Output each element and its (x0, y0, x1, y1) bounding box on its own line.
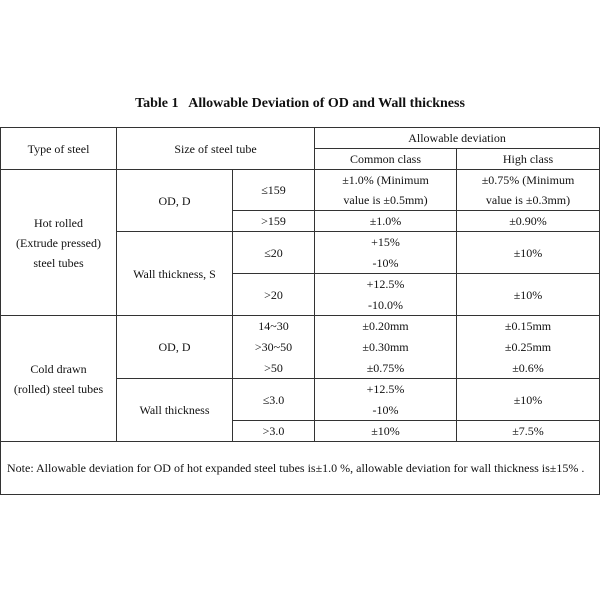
common-class-header: Common class (315, 149, 457, 170)
size-cell: >159 (233, 211, 315, 232)
size-cell: ≤20 (233, 232, 315, 274)
size-cell: >30~50 (233, 337, 315, 358)
high-class-cell: ±0.25mm (457, 337, 600, 358)
high-class-cell: ±0.90% (457, 211, 600, 232)
header-row-1 (1, 128, 600, 149)
allowable-deviation-header: Allowable deviation (315, 128, 600, 149)
size-cell: ≤159 (233, 170, 315, 211)
high-class-cell: ±0.6% (457, 358, 600, 379)
deviation-table (0, 127, 600, 495)
table-note: Note: Allowable deviation for OD of hot expanded steel tubes is±1.0 %, allowable deviation for wall thickness is±15% . (1, 442, 600, 495)
cold-drawn-od-label: OD, D (117, 316, 233, 379)
high-class-line: ±0.75% (Minimum (481, 173, 575, 187)
high-class-header: High class (457, 149, 600, 170)
common-class-line: ±1.0% (Minimum (342, 173, 429, 187)
high-class-cell: ±7.5% (457, 421, 600, 442)
size-cell: >20 (233, 274, 315, 316)
type-of-steel-header: Type of steel (1, 128, 117, 170)
common-class-cell: +12.5% (315, 274, 457, 295)
note-row (1, 442, 600, 495)
common-class-cell: ±10% (315, 421, 457, 442)
cold-drawn-wall-label: Wall thickness (117, 379, 233, 442)
size-of-steel-tube-header: Size of steel tube (117, 128, 315, 170)
hot-rolled-od-label: OD, D (117, 170, 233, 232)
common-class-cell: ±0.30mm (315, 337, 457, 358)
common-class-cell: +15% (315, 232, 457, 253)
size-cell: >50 (233, 358, 315, 379)
high-class-cell (457, 170, 600, 211)
table-row (1, 316, 600, 337)
common-class-cell: -10% (315, 253, 457, 274)
common-class-cell: +12.5% (315, 379, 457, 400)
high-class-cell: ±10% (457, 379, 600, 421)
common-class-cell: -10% (315, 400, 457, 421)
common-class-cell: ±1.0% (315, 211, 457, 232)
cold-drawn-type-line: (rolled) steel tubes (13, 381, 104, 396)
hot-rolled-type-cell (1, 170, 117, 316)
table-title: Table 1 Allowable Deviation of OD and Wall thickness (135, 96, 465, 111)
table-row (1, 170, 600, 211)
common-class-cell: ±0.75% (315, 358, 457, 379)
size-cell: 14~30 (233, 316, 315, 337)
cold-drawn-type-line: Cold drawn (30, 361, 87, 376)
size-cell: ≤3.0 (233, 379, 315, 421)
cold-drawn-type-cell (1, 316, 117, 442)
common-class-cell: -10.0% (315, 295, 457, 316)
high-class-cell: ±0.15mm (457, 316, 600, 337)
common-class-cell (315, 170, 457, 211)
hot-rolled-type-line: Hot rolled (34, 215, 83, 230)
high-class-cell: ±10% (457, 232, 600, 274)
hot-rolled-wall-label: Wall thickness, S (117, 232, 233, 316)
common-class-cell: ±0.20mm (315, 316, 457, 337)
high-class-cell: ±10% (457, 274, 600, 316)
common-class-line: value is ±0.5mm) (343, 193, 428, 207)
hot-rolled-type-line: (Extrude pressed) (16, 235, 101, 250)
size-cell: >3.0 (233, 421, 315, 442)
hot-rolled-type-line: steel tubes (33, 255, 84, 270)
high-class-line: value is ±0.3mm) (485, 193, 571, 207)
